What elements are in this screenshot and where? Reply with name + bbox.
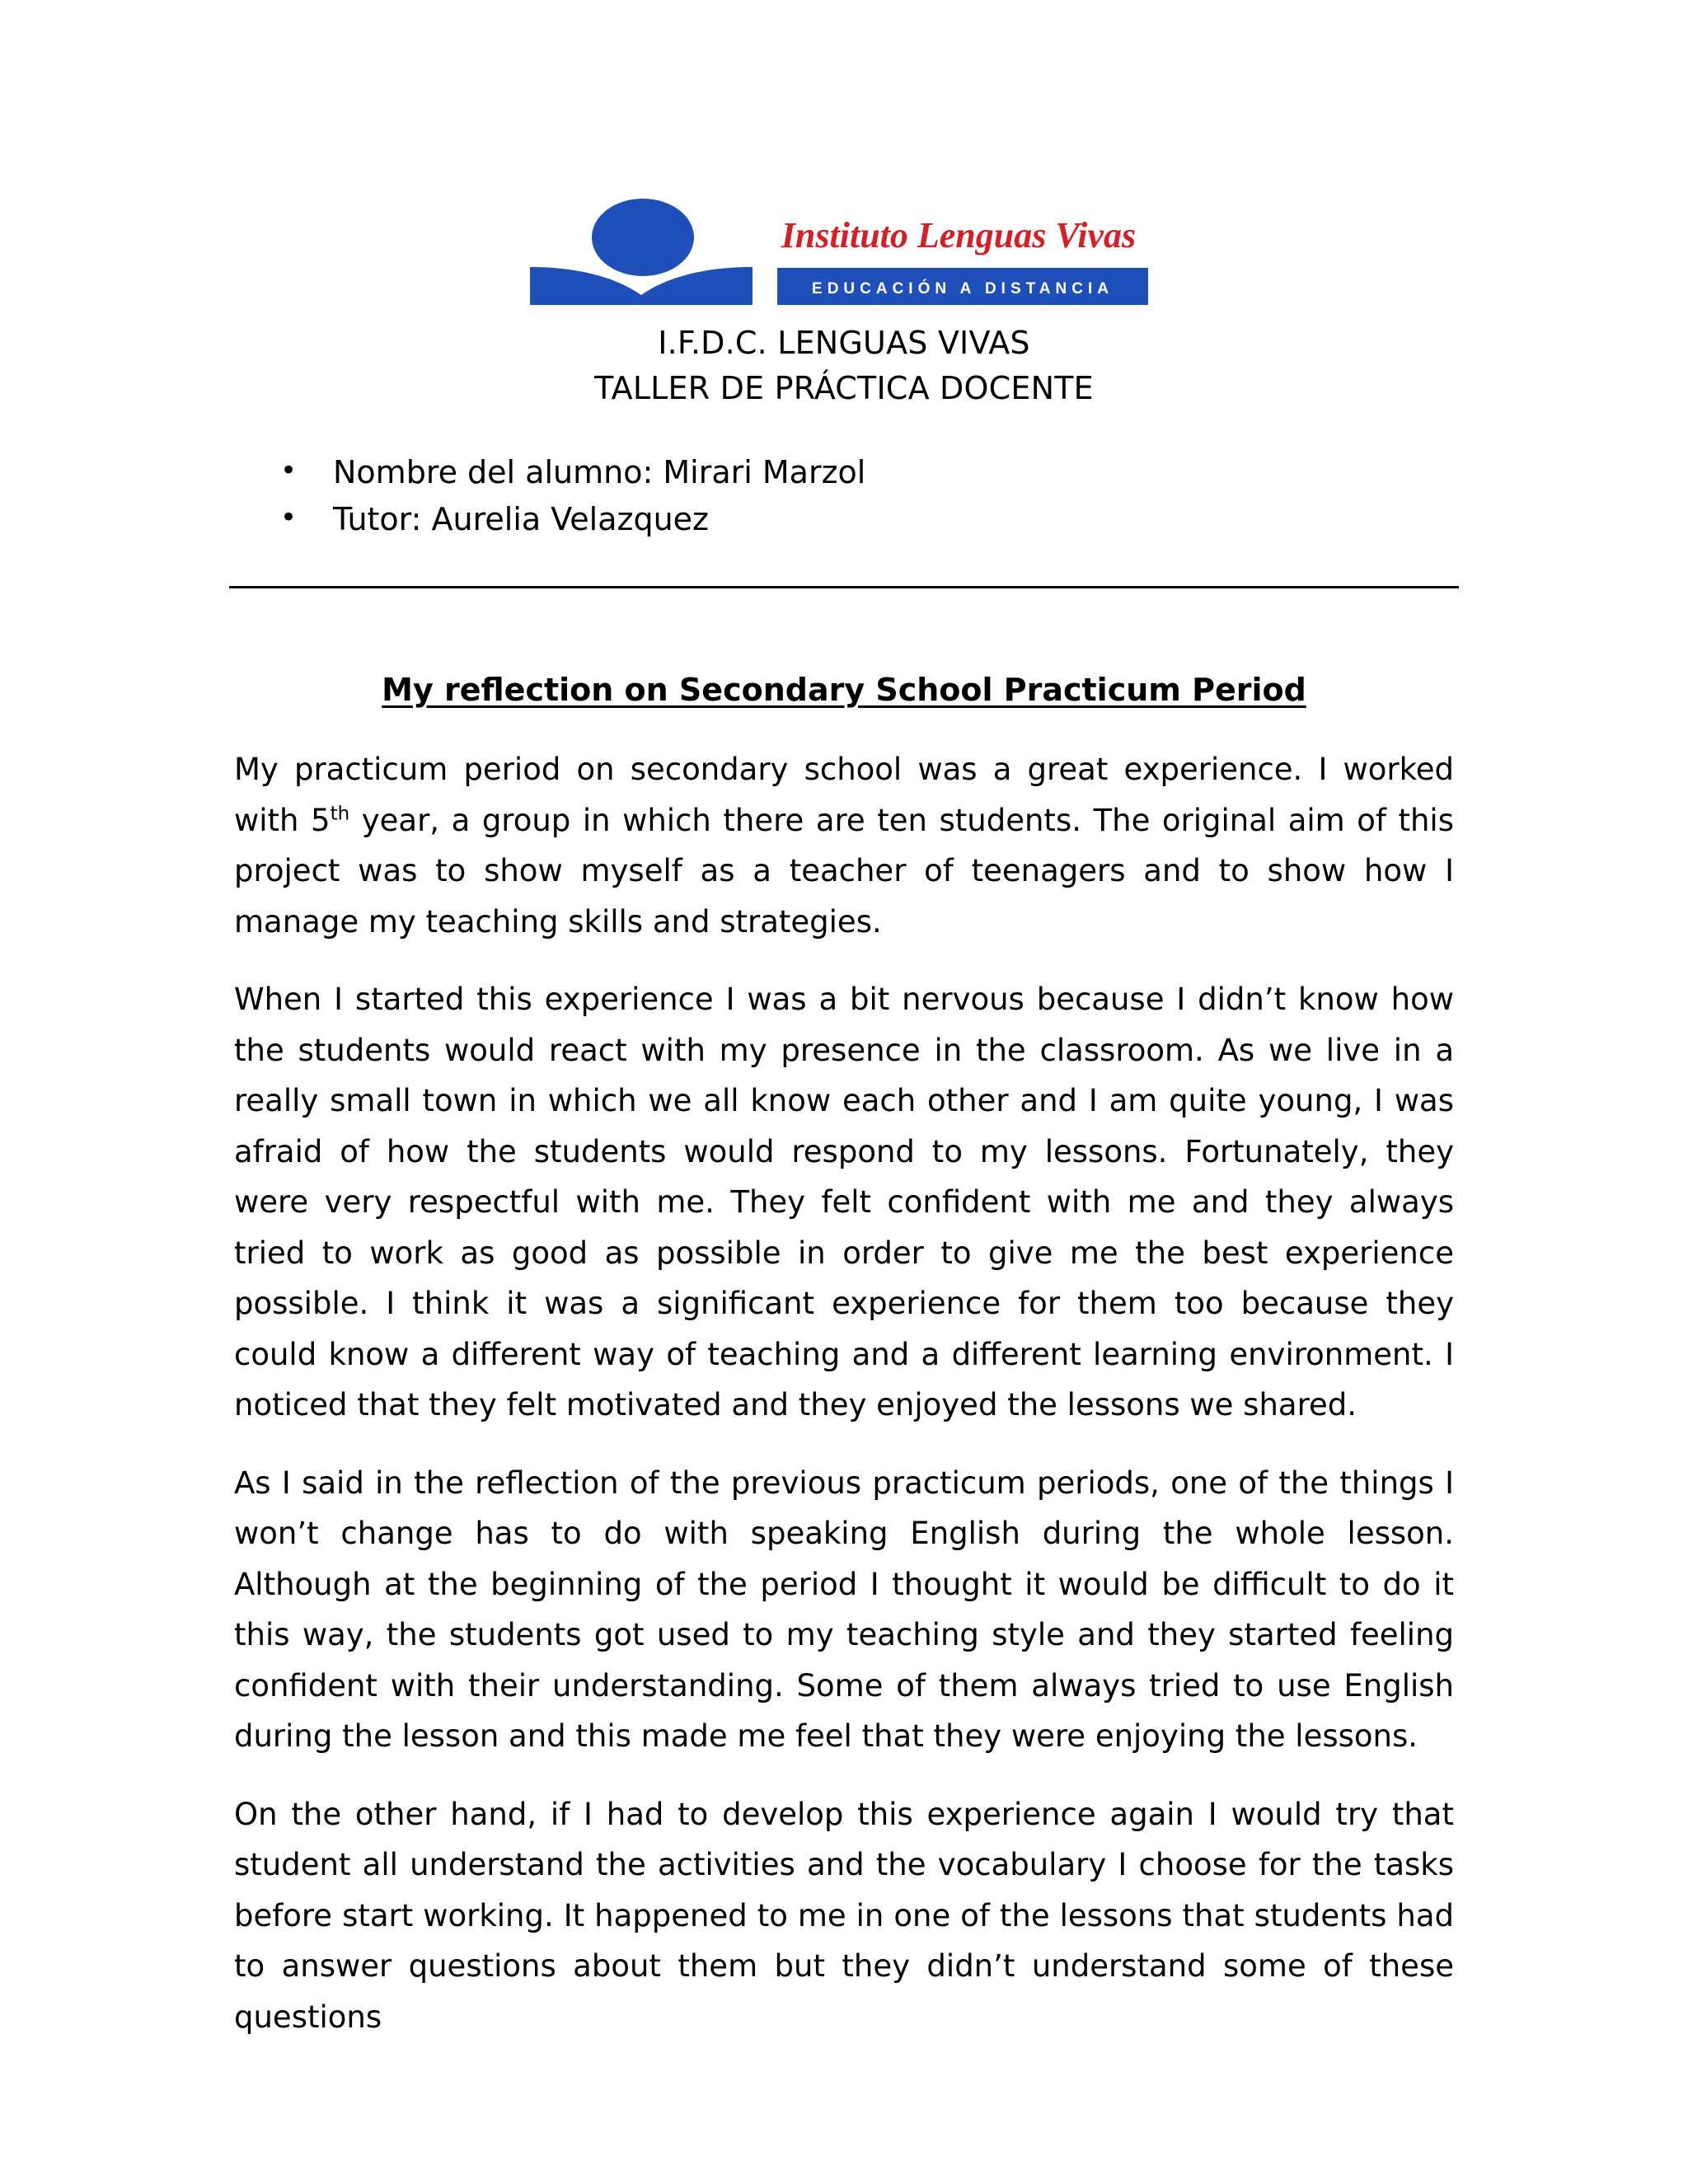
list-item	[280, 503, 1434, 550]
paragraph-4: On the other hand, if I had to develop this experience again I would try that student all understand the activities and the vocabulary I choose for the tasks before start working. It happened to me in one of the lessons that students had to answer questions about them but they didn’t understand some of these questions	[234, 1796, 1454, 2035]
student-info-list	[280, 456, 1434, 550]
course-name: TALLER DE PRÁCTICA DOCENTE	[594, 370, 1094, 406]
institute-logo-graphic	[530, 198, 1156, 312]
paragraph-1-rest: year, a group in which there are ten students. The original aim of this project was to show myself as a teacher of teenagers and to show how I manage my teaching skills and strategies.	[234, 802, 1454, 940]
horizontal-divider	[229, 586, 1459, 588]
list-item	[280, 456, 1434, 503]
document-title: My reflection on Secondary School Practicum Period	[382, 672, 1306, 708]
ordinal-suffix: th	[330, 803, 350, 825]
institution-name: I.F.D.C. LENGUAS VIVAS	[658, 325, 1030, 361]
bullet-icon: •	[280, 501, 298, 534]
document-body	[234, 744, 1454, 2069]
svg-text:Instituto Lenguas Vivas: Instituto Lenguas Vivas	[781, 215, 1137, 255]
paragraph-3: As I said in the reflection of the previous practicum periods, one of the things I won’t change has to do with speaking English during the whole lesson. Although at the beginning of the period I thought it would be difficult to do it this way, the students got used to my teaching style and they started feeling confident with their understanding. Some of them always tried to use English during the lesson and this made me feel that they were enjoying the lessons.	[234, 1465, 1454, 1754]
bullet-icon: •	[280, 454, 298, 487]
svg-text:EDUCACIÓN A DISTANCIA: EDUCACIÓN A DISTANCIA	[812, 280, 1114, 298]
institute-logo	[530, 198, 1156, 312]
paragraph-1	[234, 744, 1454, 947]
tutor-name: Tutor: Aurelia Velazquez	[333, 501, 709, 537]
paragraph-2: When I started this experience I was a bit nervous because I didn’t know how the students would react with my presence in the classroom. As we live in a really small town in which we all know each other and I am quite young, I was afraid of how the students would respond to my lessons. Fortunately, they were very respectful with me. They felt confident with me and they always tried to work as good as possible in order to give me the best experience possible. I think it was a significant experience for them too because they could know a different way of teaching and a different learning environment. I noticed that they felt motivated and they enjoyed the lessons we shared.	[234, 982, 1454, 1422]
paragraph-1-start: My practicum period on secondary school was a great experience. I worked with 5	[234, 752, 1454, 838]
student-name: Nombre del alumno: Mirari Marzol	[333, 454, 866, 490]
